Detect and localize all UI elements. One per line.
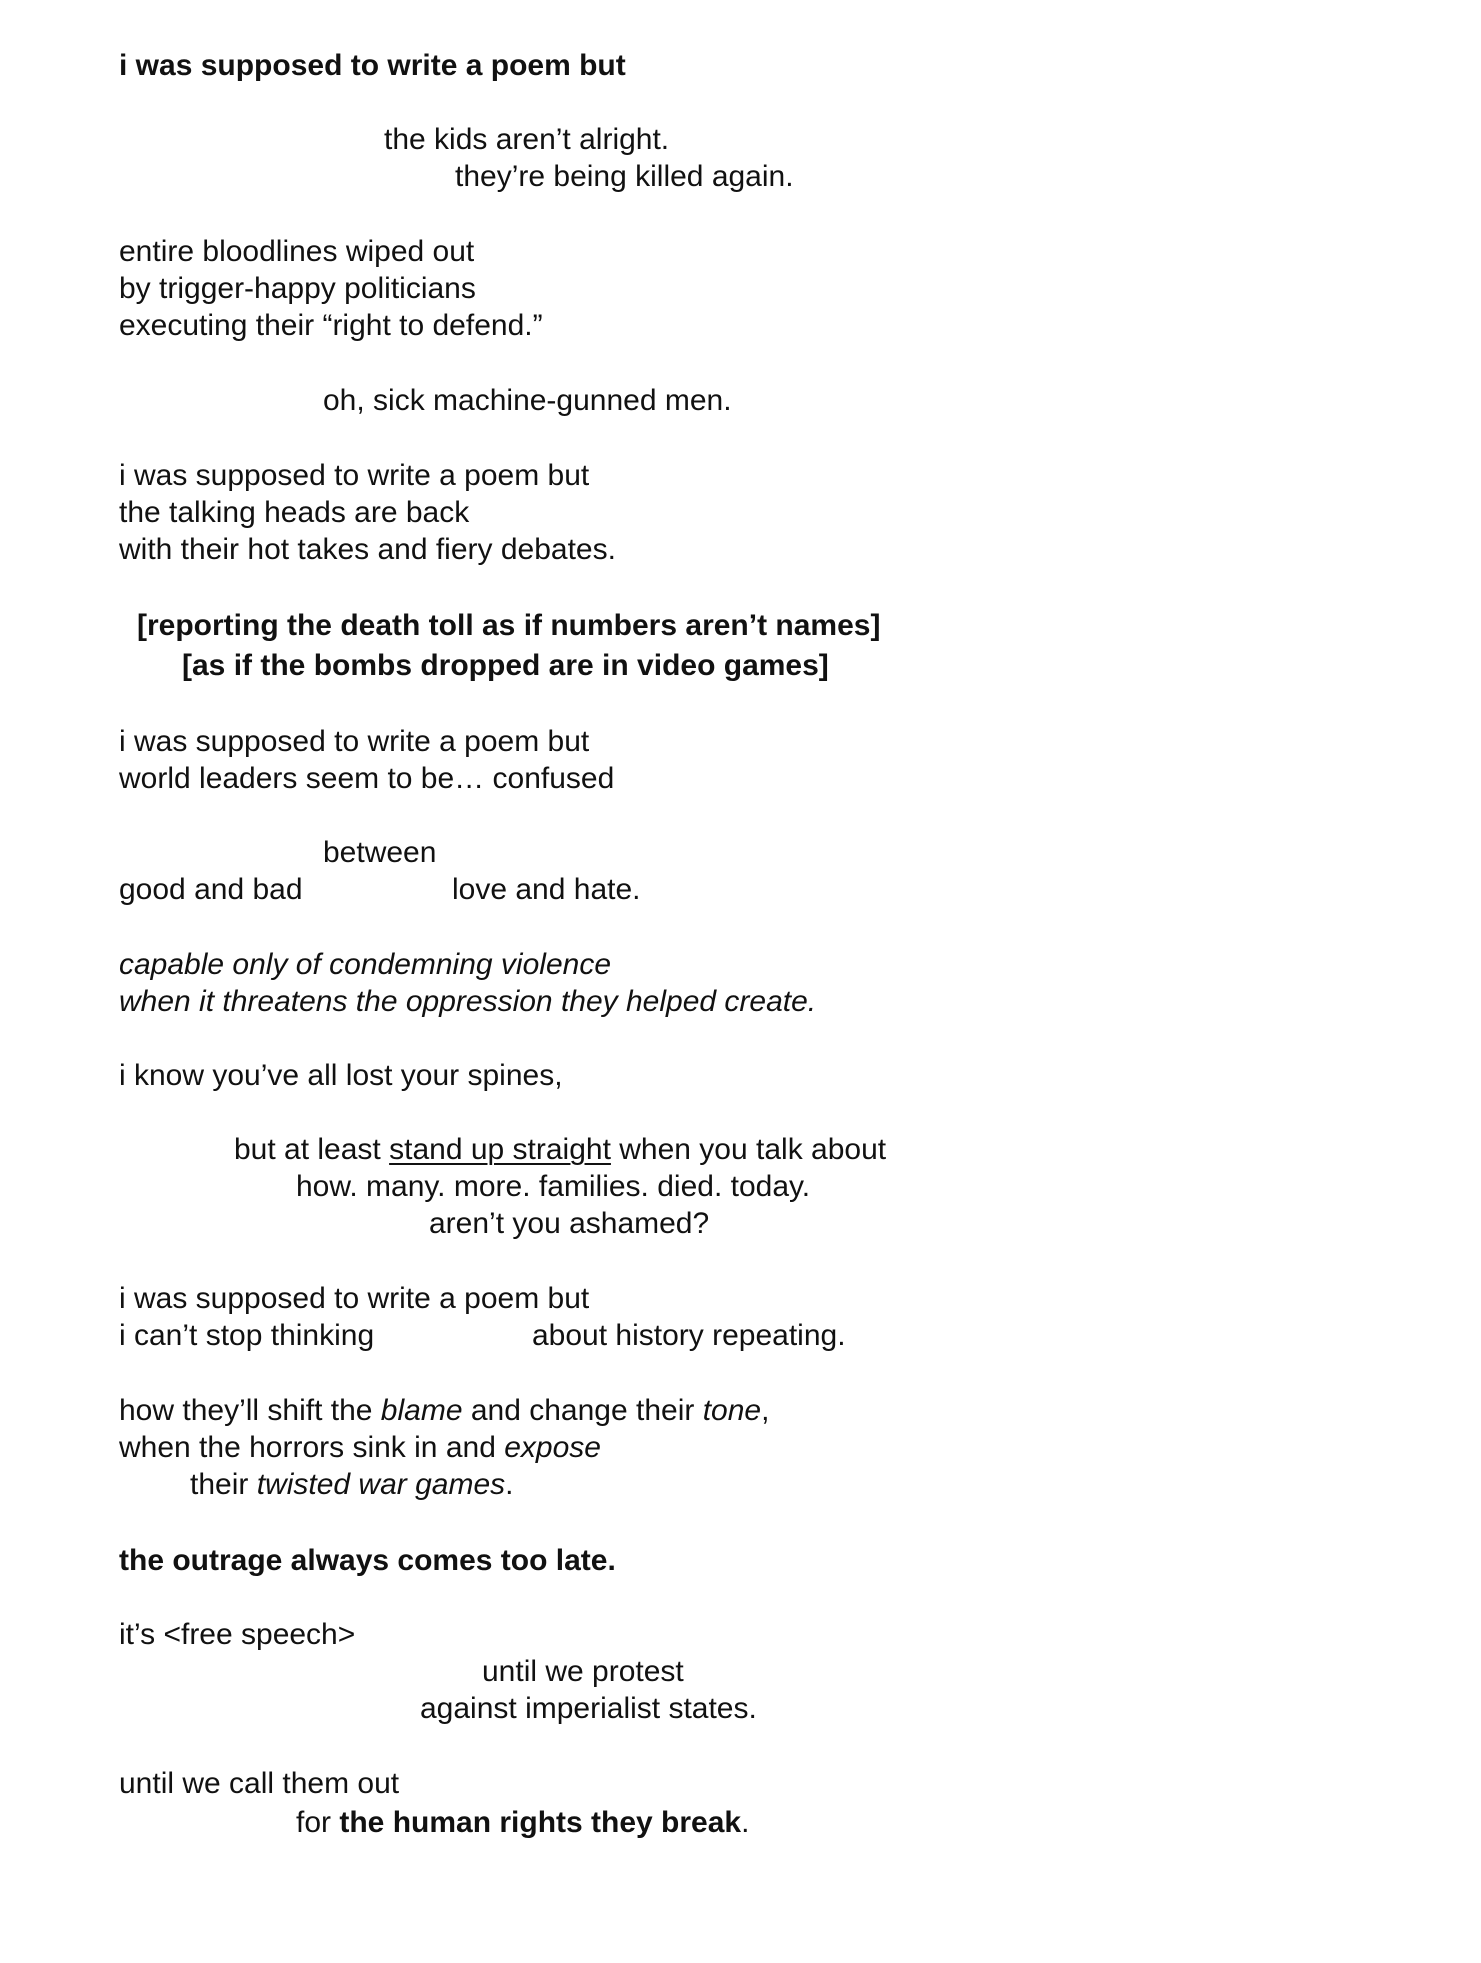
poem-line: the talking heads are back bbox=[119, 496, 470, 529]
poem-line bbox=[234, 1132, 886, 1168]
poem-line: love and hate. bbox=[452, 873, 641, 906]
poem-line: good and bad bbox=[119, 873, 303, 906]
poem-line: i was supposed to write a poem but bbox=[119, 725, 590, 758]
poem-line: about history repeating. bbox=[532, 1319, 846, 1352]
poem-line: it’s <free speech> bbox=[119, 1618, 356, 1651]
poem-line: the kids aren’t alright. bbox=[384, 123, 670, 156]
poem-line: by trigger-happy politicians bbox=[119, 272, 476, 305]
poem-text: when the horrors sink in and bbox=[119, 1431, 505, 1464]
poem-line-bracketed: [reporting the death toll as if numbers aren’t names] bbox=[137, 609, 881, 642]
poem-line: how. many. more. families. died. today. bbox=[296, 1170, 811, 1203]
poem-line: executing their “right to defend.” bbox=[119, 309, 543, 342]
poem-line: entire bloodlines wiped out bbox=[119, 235, 475, 268]
poem-line-italic: when it threatens the oppression they helped create. bbox=[119, 985, 817, 1018]
poem-text: and change their bbox=[462, 1394, 703, 1427]
poem-line: with their hot takes and fiery debates. bbox=[119, 533, 616, 566]
poem-text: for bbox=[296, 1806, 340, 1839]
poem-text-underlined: stand up straight bbox=[389, 1133, 611, 1166]
poem-line bbox=[119, 1430, 601, 1466]
poem-line: aren’t you ashamed? bbox=[429, 1207, 710, 1240]
poem-line-italic: capable only of condemning violence bbox=[119, 948, 611, 981]
poem-line: they’re being killed again. bbox=[455, 160, 794, 193]
poem-text: , bbox=[761, 1394, 770, 1427]
poem-line: until we call them out bbox=[119, 1767, 400, 1800]
poem-text: . bbox=[741, 1806, 750, 1839]
poem-text-italic: expose bbox=[504, 1431, 601, 1464]
poem-line: against imperialist states. bbox=[420, 1692, 757, 1725]
poem-line: between bbox=[323, 836, 437, 869]
poem-title: i was supposed to write a poem but bbox=[119, 49, 626, 82]
poem-text: when you talk about bbox=[610, 1133, 887, 1166]
poem-line-bold: the outrage always comes too late. bbox=[119, 1544, 616, 1577]
poem-line: i was supposed to write a poem but bbox=[119, 1282, 590, 1315]
poem-text: . bbox=[505, 1468, 514, 1501]
poem-text-italic: blame bbox=[380, 1394, 463, 1427]
poem-line bbox=[119, 1393, 769, 1429]
poem-line-bracketed: [as if the bombs dropped are in video games] bbox=[182, 649, 829, 682]
poem-line: i can’t stop thinking bbox=[119, 1319, 375, 1352]
poem-line: i know you’ve all lost your spines, bbox=[119, 1059, 563, 1092]
poem-line: oh, sick machine-gunned men. bbox=[323, 384, 732, 417]
poem-line bbox=[190, 1467, 513, 1503]
poem-line bbox=[296, 1805, 749, 1841]
poem-line: world leaders seem to be… confused bbox=[119, 762, 615, 795]
poem-line: until we protest bbox=[482, 1655, 684, 1688]
poem-line: i was supposed to write a poem but bbox=[119, 459, 590, 492]
poem-text: how they’ll shift the bbox=[119, 1394, 381, 1427]
poem-text-italic: tone bbox=[702, 1394, 762, 1427]
poem-text-bold: the human rights they break bbox=[339, 1806, 742, 1839]
poem-text-italic: twisted war games bbox=[256, 1468, 506, 1501]
poem-text: but at least bbox=[234, 1133, 390, 1166]
poem-text: their bbox=[190, 1468, 257, 1501]
